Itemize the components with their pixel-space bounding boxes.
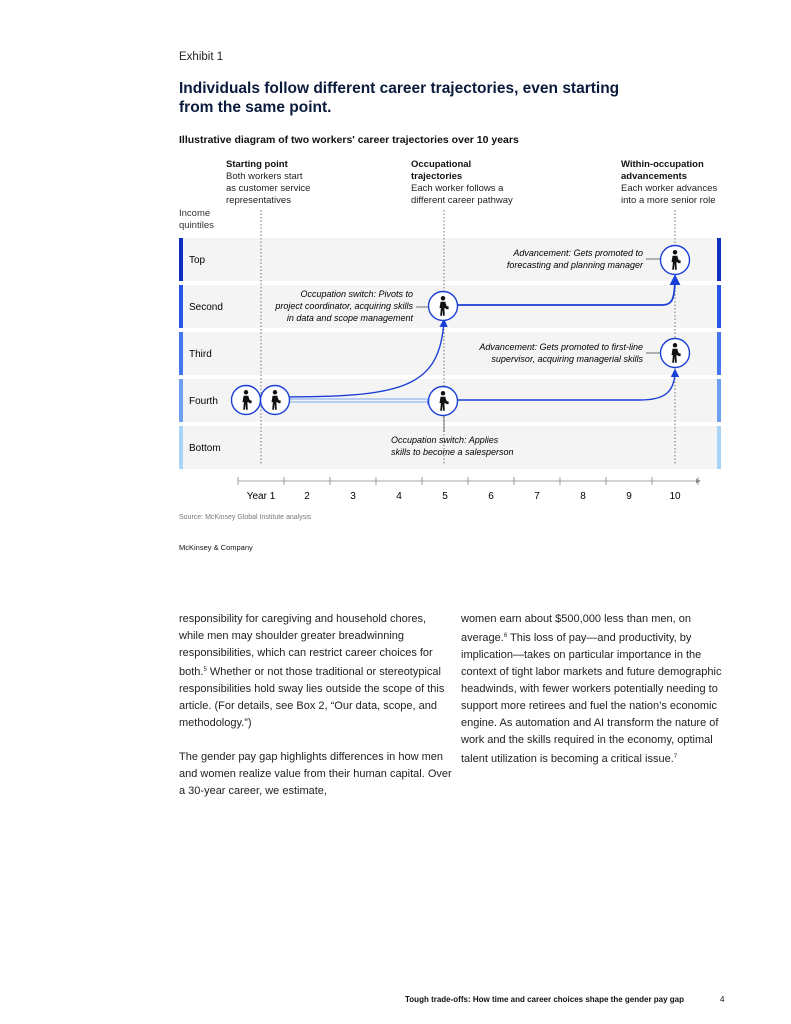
brand-logo-text: McKinsey & Company [179,543,253,552]
x-axis-tick-label: 6 [488,491,494,502]
occupational-trajectories-heading: Occupational trajectories Each worker follows a different career pathway [411,159,513,206]
annot-sales-1: Occupation switch: Applies [391,435,499,445]
body-paragraph: The gender pay gap highlights differences in how men and women realize value from their human capital. Over a 30-year career, we estimate, [179,751,452,797]
within-occupation-heading: Within-occupation advancements Each worker advances into a more senior role [621,159,718,206]
annot-pivot-1: Occupation switch: Pivots to [300,289,413,299]
footer-title: Tough trade-offs: How time and career choices shape the gender pay gap [405,995,685,1004]
worker-a-year10 [661,246,690,275]
page-number: 4 [720,995,725,1004]
band-label-fourth: Fourth [189,396,218,407]
band-label-third: Third [189,349,212,360]
worker-a-start [232,386,261,415]
x-axis-tick-label: 8 [580,491,586,502]
annot-top-promo-1: Advancement: Gets promoted to [513,248,643,258]
annot-sales-2: skills to become a salesperson [391,447,514,457]
band-stripe-left [179,285,183,328]
band-stripe-right [717,285,721,328]
x-axis-tick-label: 9 [626,491,632,502]
annot-third-promo-1: Advancement: Gets promoted to first-line [479,342,643,352]
exhibit-label: Exhibit 1 [179,51,224,63]
source-note: Source: McKinsey Global Institute analysis [179,514,312,521]
worker-b-year10 [661,339,690,368]
worker-b-year5 [429,387,458,416]
x-axis-tick-label: 2 [304,491,310,502]
band-stripe-right [717,379,721,422]
band-stripe-left [179,238,183,281]
band-stripe-right [717,332,721,375]
body-paragraph: women earn about $500,000 less than men, on average.$^6$ This loss of pay—and productivity, by implication—takes on particular importance in the context of tight labor markets and future demographic headwinds, with fewer workers potentially needing to support more retirees and fuel the nation’s economic engine. As automation and AI transform the nature of work and the skills required in the economy, optimal talent utilization is becoming a critical issue.$^7$ [461,613,722,765]
x-axis-tick-label: 4 [396,491,402,502]
x-axis-tick-label: 3 [350,491,356,502]
band-stripe-right [717,426,721,469]
annot-pivot-3: in data and scope management [286,313,413,323]
body-column-right [461,611,726,785]
worker-b-start [261,386,290,415]
annot-top-promo-2: forecasting and planning manager [506,260,643,270]
starting-point-heading: Starting point Both workers start as customer service representatives [226,159,311,206]
worker-a-year5 [429,292,458,321]
band-stripe-left [179,332,183,375]
band-stripe-left [179,426,183,469]
y-axis-label: Income quintiles [179,208,214,231]
x-axis-tick-label: Year 1 [246,491,276,502]
body-column-left [179,611,454,817]
annot-pivot-2: project coordinator, acquiring skills [275,301,413,311]
exhibit-title: Individuals follow different career trajectories, even starting from the same point. [179,80,620,116]
band-stripe-right [717,238,721,281]
x-axis-tick-label: 10 [669,491,681,502]
diagram-subtitle: Illustrative diagram of two workers' career trajectories over 10 years [179,134,519,146]
band-stripe-left [179,379,183,422]
band-label-top: Top [189,255,206,266]
x-axis-tick-label: 5 [442,491,448,502]
band-label-second: Second [189,302,223,313]
x-axis-tick-label: 7 [534,491,540,502]
band-label-bottom: Bottom [189,443,221,454]
annot-third-promo-2: supervisor, acquiring managerial skills [491,354,643,364]
body-paragraph: responsibility for caregiving and household chores, while men may shoulder greater breadwinning responsibilities, which can restrict career choices for both.$^5$ Whether or not those traditional or stereotypical responsibilities hold sway lies outside the scope of this article. (For details, see Box 2, “Our data, scope, and methodology.”) [179,613,445,729]
